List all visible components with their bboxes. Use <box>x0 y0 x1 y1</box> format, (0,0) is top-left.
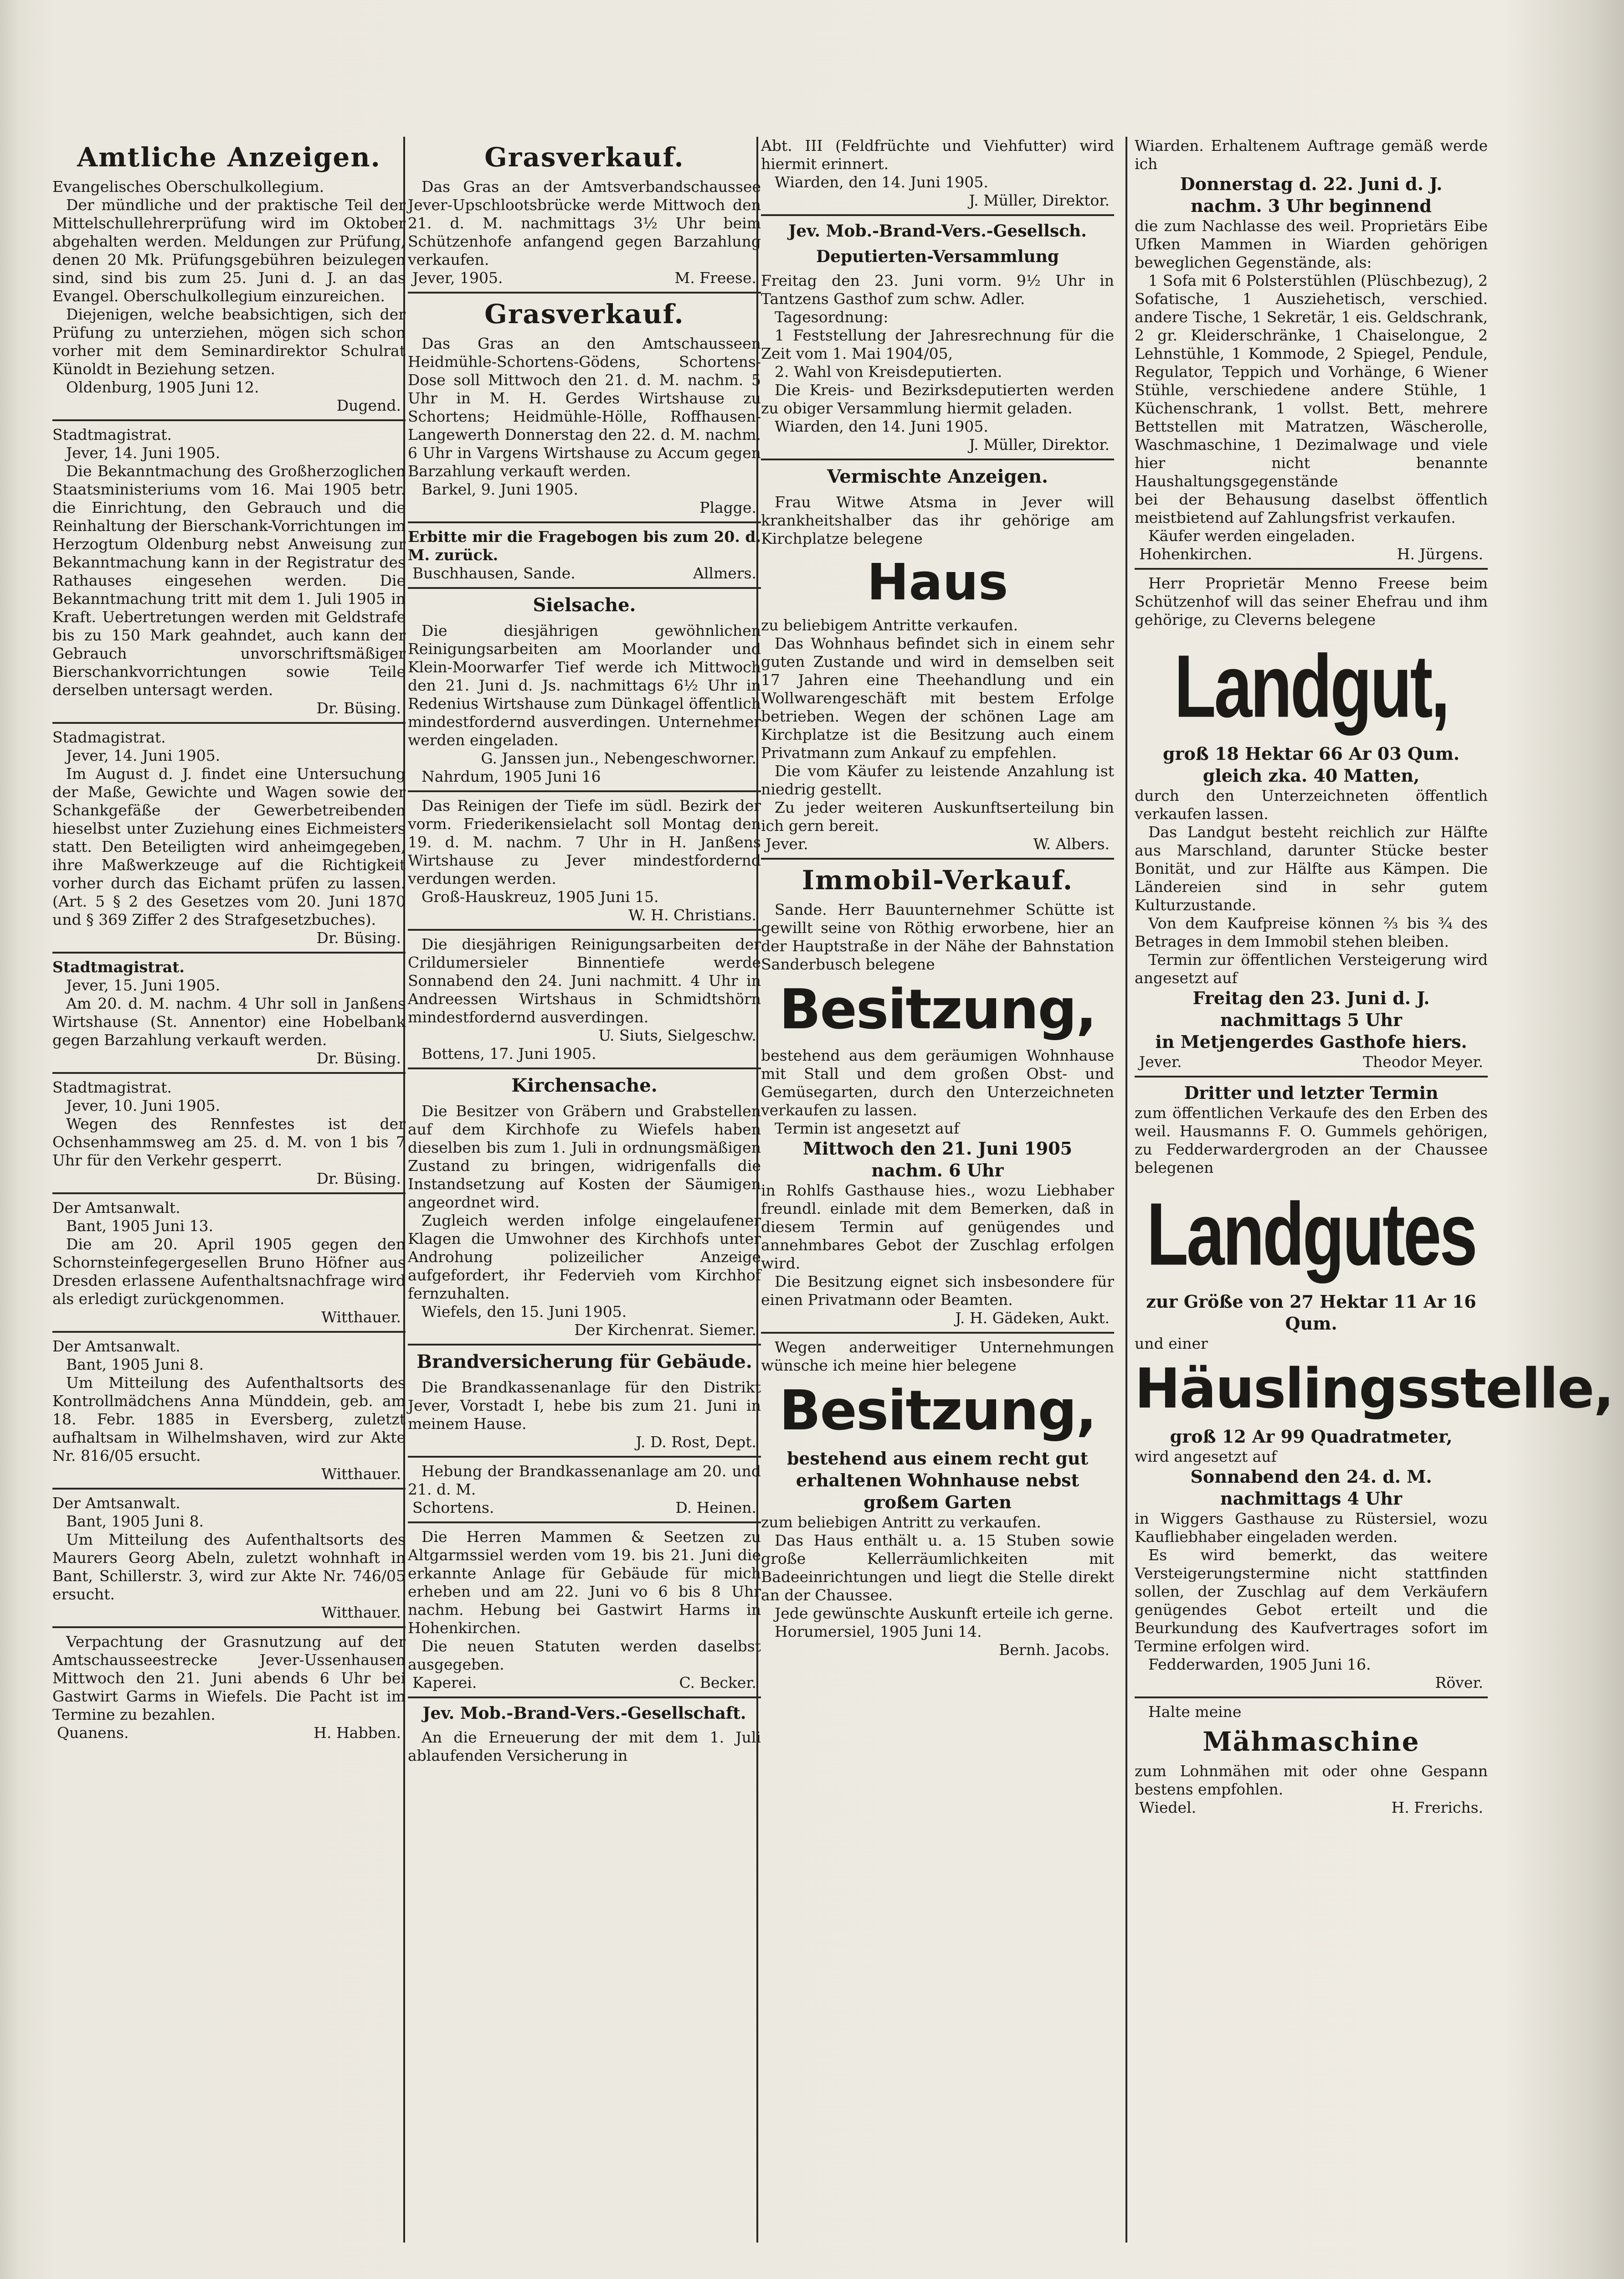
ad-heading: Grasverkauf. <box>484 142 684 173</box>
paragraph: Zugleich werden infolge eingelaufener Klagen die Umwohner des Kirchhofs unter Androhung polizeilicher Anzeige aufgefordert, ihr Federvieh vom Kirchhof fernzuhalten. <box>408 1212 761 1302</box>
paragraph: Um Mitteilung des Aufenthaltsorts des Kontrollmädchens Anna Münddein, geb. am 18. Febr. 1885 in Eversberg, zuletzt aufhaltsam in Wilhelmshaven, wird zur Akte Nr. 816/05 ersucht. <box>52 1374 406 1464</box>
paragraph: Stadtmagistrat. <box>52 426 172 443</box>
signature-line <box>57 1465 401 1483</box>
signature-line <box>412 1674 756 1692</box>
paragraph: Frau Witwe Atsma in Jever will krankheitshalber das ihr gehörige am Kirchplatze belegene <box>761 493 1114 547</box>
signature-name: Witthauer. <box>321 1604 401 1621</box>
separator-rule <box>761 1332 1114 1334</box>
signature-line <box>766 191 1110 210</box>
ad-heading: Landgutes <box>1146 1184 1476 1284</box>
signature-line <box>412 1499 756 1517</box>
paragraph: wird angesetzt auf <box>1135 1448 1277 1465</box>
separator-rule <box>52 722 406 724</box>
separator-rule <box>408 1067 761 1069</box>
signature-line <box>412 906 756 924</box>
signature-name: Bernh. Jacobs. <box>999 1641 1110 1659</box>
column-3 <box>761 137 1114 2261</box>
signature-name: D. Heinen. <box>675 1499 756 1516</box>
emphasis-line: nachm. 3 Uhr beginnend <box>1191 196 1432 216</box>
paragraph: Stadtmagistrat. <box>52 1078 172 1096</box>
signature-line <box>412 1026 756 1045</box>
signature-line <box>412 749 756 768</box>
paragraph: Im August d. J. findet eine Untersuchung der Maße, Gewichte und Wagen sowie der Schankgefäße der Gewerbetreibenden hieselbst unter Zuziehung eines Eichmeisters statt. Den Beteiligten wird anheimgegeben, ihre Maßwerkzeuge auf die Richtigkeit vorher durch das Eichamt prüfen zu lassen. (Art. 5 § 2 des Gesetzes vom 20. Juni 1870 und § 369 Ziffer 2 des Strafgesetzbuches). <box>52 765 406 928</box>
signature-name: Theodor Meyer. <box>1362 1053 1483 1071</box>
signature-name: Dr. Büsing. <box>316 1170 401 1187</box>
paragraph: zum öffentlichen Verkaufe des den Erben des weil. Hausmanns F. O. Gummels gehörigen, zu Fedderwardergroden an der Chaussee belegenen <box>1135 1104 1488 1176</box>
paragraph: Die vom Käufer zu leistende Anzahlung ist niedrig gestellt. <box>761 762 1114 798</box>
signature-name: Witthauer. <box>321 1465 401 1483</box>
paragraph: Erbitte mir die Fragebogen bis zum 20. d. M. zurück. <box>408 528 761 564</box>
paragraph: Die diesjährigen gewöhnlichen Reinigungsarbeiten am Moorlander und Klein-Moorwarfer Tief werde ich Mittwoch den 21. Juni d. Js. nachmittags 6½ Uhr in Redenius Wirtshause zum Dünkagel öffentlich mindestfordernd ausverdingen. Unternehmer werden eingeladen. <box>408 622 761 749</box>
paragraph: Jever, 14. Juni 1905. <box>66 444 221 462</box>
ad-heading: Brandversicherung für Gebäude. <box>416 1351 752 1372</box>
signature-line <box>412 1433 756 1451</box>
paragraph: in Wiggers Gasthause zu Rüstersiel, wozu Kaufliebhaber eingeladen werden. <box>1135 1510 1488 1546</box>
signature-name: G. Janssen jun., Nebengeschworner. <box>481 749 756 767</box>
paragraph: Fedderwarden, 1905 Juni 16. <box>1148 1655 1371 1673</box>
signature-line <box>766 1309 1110 1327</box>
paragraph: Die Herren Mammen & Seetzen zu Altgarmssiel werden vom 19. bis 21. Juni die erkannte Anlage für Gebäude für mich erheben und am 22. Juni vo 6 bis 8 Uhr nachm. Hebung bei Gastwirt Harms in Hohenkirchen. <box>408 1528 761 1637</box>
emphasis-line: groß 12 Ar 99 Quadratmeter, <box>1170 1426 1453 1447</box>
column-4 <box>1135 137 1614 2261</box>
separator-rule <box>408 1696 761 1698</box>
paragraph: durch den Unterzeichneten öffentlich verkaufen lassen. <box>1135 787 1488 823</box>
signature-line <box>57 1170 401 1188</box>
signature-line <box>412 1321 756 1339</box>
paragraph: Nahrdum, 1905 Juni 16 <box>421 768 601 785</box>
paragraph: Freitag den 23. Juni vorm. 9½ Uhr in Tantzens Gasthof zum schw. Adler. <box>761 272 1114 308</box>
ad-heading: Jev. Mob.-Brand-Vers.-Gesellschaft. <box>422 1704 746 1723</box>
signature-line <box>412 269 756 287</box>
paragraph: Stadmagistrat. <box>52 728 166 746</box>
signature-place: Wiedel. <box>1139 1799 1197 1816</box>
ad-heading: Haus <box>867 553 1008 611</box>
emphasis-line: nachmittags 4 Uhr <box>1220 1488 1403 1509</box>
separator-rule <box>408 292 761 294</box>
emphasis-line: Donnerstag d. 22. Juni d. J. <box>1180 174 1443 194</box>
signature-line <box>57 1724 401 1742</box>
paragraph: Wegen anderweitiger Unternehmungen wünsche ich meine hier belegene <box>761 1338 1114 1374</box>
signature-name: J. D. Rost, Dept. <box>636 1433 756 1451</box>
signature-name: U. Siuts, Sielgeschw. <box>598 1026 756 1044</box>
paragraph: Evangelisches Oberschulkollegium. <box>52 178 324 196</box>
paragraph: Jede gewünschte Auskunft erteile ich gerne. <box>775 1604 1114 1622</box>
signature-name: Röver. <box>1435 1674 1483 1691</box>
signature-name: Dr. Büsing. <box>316 699 401 717</box>
signature-line <box>57 699 401 717</box>
signature-place: Quanens. <box>57 1724 129 1742</box>
paragraph: Um Mitteilung des Aufenthaltsorts des Maurers Georg Abeln, zuletzt wohnhaft in Bant, Schillerstr. 3, wird zur Akte Nr. 746/05 ersucht. <box>52 1531 406 1603</box>
paragraph: An die Erneuerung der mit dem 1. Juli ablaufenden Versicherung in <box>408 1728 761 1764</box>
signature-line <box>57 1604 401 1622</box>
paragraph: Die Bekanntmachung des Großherzoglichen Staatsministeriums vom 16. Mai 1905 betr. die Einrichtung, den Gebrauch und die Reinhaltung der Bierschank-Vorrichtungen im Herzogtum Oldenburg nebst Anweisung zur Bekanntmachung kann in der Registratur des Rathauses eingesehen werden. Die Bekanntmachung tritt mit dem 1. Juli 1905 in Kraft. Uebertretungen werden mit Geldstrafe bis zu 150 Mark geahndet, auch kann der Gebrauch unvorschriftsmäßiger Bierschankvorrichtungen sowie Teile derselben untersagt werden. <box>52 462 406 699</box>
separator-rule <box>408 1521 761 1523</box>
emphasis-line: Dritter und letzter Termin <box>1184 1083 1439 1103</box>
paragraph: zum Lohnmähen mit oder ohne Gespann bestens empfohlen. <box>1135 1762 1488 1798</box>
signature-name: M. Freese. <box>674 269 756 287</box>
emphasis-line: zur Größe von 27 Hektar 11 Ar 16 Qum. <box>1146 1291 1476 1334</box>
signature-name: J. Müller, Direktor. <box>969 436 1110 454</box>
ad-heading: Deputierten-Versammlung <box>816 247 1059 266</box>
separator-rule <box>408 521 761 523</box>
signature-name: Der Kirchenrat. Siemer. <box>574 1321 756 1339</box>
signature-name: Dr. Büsing. <box>316 929 401 947</box>
paragraph: Zu jeder weiteren Auskunftserteilung bin ich gern bereit. <box>761 799 1114 835</box>
ad-heading: Sielsache. <box>533 594 636 616</box>
paragraph: Das Gras an den Amtschausseen Heidmühle-Schortens-Gödens, Schortens-Dose soll Mittwoch den 21. d. M. nachm. 5 Uhr in M. H. Gerdes Wirtshause zu Schortens; Heidmühle-Hölle, Roffhausen-Langewerth Donnerstag den 22. d. M. nachm. 6 Uhr in Vargens Wirtshause zu Accum gegen Barzahlung verkauft werden. <box>408 335 761 480</box>
paragraph: Bant, 1905 Juni 8. <box>66 1512 204 1530</box>
separator-rule <box>1135 1076 1488 1078</box>
paragraph: die zum Nachlasse des weil. Proprietärs Eibe Ufken Mammen in Wiarden gehörigen beweglichen Gegenstände, als: <box>1135 217 1488 271</box>
signature-place: Kaperei. <box>412 1674 477 1691</box>
signature-line <box>766 436 1110 454</box>
column-divider <box>1125 137 1127 2243</box>
signature-place: Jever, 1905. <box>412 269 503 287</box>
signature-line <box>1139 1053 1483 1071</box>
paragraph: Die Brandkassenanlage für den Distrikt Jever, Vorstadt I, hebe bis zum 21. Juni in meinem Hause. <box>408 1378 761 1433</box>
separator-rule <box>408 587 761 589</box>
paragraph: Wiefels, den 15. Juni 1905. <box>421 1303 627 1320</box>
paragraph: Jever, 15. Juni 1905. <box>66 976 221 994</box>
signature-line <box>412 564 756 583</box>
signature-line <box>57 929 401 947</box>
signature-line <box>1139 1799 1483 1817</box>
paragraph: Groß-Hauskreuz, 1905 Juni 15. <box>421 888 659 906</box>
paragraph: Die Besitzung eignet sich insbesondere für einen Privatmann oder Beamten. <box>761 1273 1114 1309</box>
ad-heading: Mähmaschine <box>1203 1726 1420 1757</box>
separator-rule <box>52 419 406 421</box>
paragraph: Tagesordnung: <box>775 308 889 326</box>
emphasis-line: nachmittags 5 Uhr <box>1220 1010 1403 1030</box>
separator-rule <box>52 1331 406 1333</box>
signature-line <box>412 499 756 517</box>
paragraph: Wegen des Rennfestes ist der Ochsenhammsweg am 25. d. M. von 1 bis 7 Uhr für den Verkehr gesperrt. <box>52 1115 406 1169</box>
paragraph: Barkel, 9. Juni 1905. <box>421 480 578 498</box>
signature-place: Schortens. <box>412 1499 494 1516</box>
signature-name: Dr. Büsing. <box>316 1049 401 1067</box>
paragraph: Die neuen Statuten werden daselbst ausgegeben. <box>408 1637 761 1673</box>
emphasis-line: in Metjengerdes Gasthofe hiers. <box>1155 1031 1467 1052</box>
ad-heading: Amtliche Anzeigen. <box>77 142 381 173</box>
paragraph: zum beliebigen Antritt zu verkaufen. <box>761 1513 1041 1531</box>
paragraph: Bant, 1905 Juni 8. <box>66 1356 204 1373</box>
paragraph: Das Landgut besteht reichlich zur Hälfte aus Marschland, darunter Stücke bester Bonität, und zur Hälfte aus Kämpen. Die Ländereien sind in sehr gutem Kulturzustande. <box>1135 823 1488 914</box>
paragraph: Bant, 1905 Juni 13. <box>66 1217 214 1235</box>
paragraph: 1 Feststellung der Jahresrechnung für die Zeit vom 1. Mai 1904/05, <box>761 326 1114 362</box>
column-2 <box>408 137 761 2261</box>
signature-line <box>766 835 1110 853</box>
separator-rule <box>761 214 1114 216</box>
paragraph: Die Kreis- und Bezirksdeputierten werden zu obiger Versammlung hiermit geladen. <box>761 381 1114 417</box>
signature-line <box>766 1641 1110 1659</box>
paragraph: Verpachtung der Grasnutzung auf der Amtschausseestrecke Jever-Ussenhausen Mittwoch den 21. Juni abends 6 Uhr bei Gastwirt Garms in Wiefels. Die Pacht ist im Termine zu bezahlen. <box>52 1633 406 1723</box>
signature-place: Jever. <box>1139 1053 1182 1071</box>
paragraph: bei der Behausung daselbst öffentlich meistbietend auf Zahlungsfrist verkaufen. <box>1135 490 1488 526</box>
signature-name: Dugend. <box>336 397 401 414</box>
signature-place: Hohenkirchen. <box>1139 545 1253 563</box>
emphasis-line: Mittwoch den 21. Juni 1905 <box>802 1138 1073 1159</box>
paragraph: Wiarden, den 14. Juni 1905. <box>775 418 988 435</box>
paragraph: Die diesjährigen Reinigungsarbeiten der Crildumersieler Binnentiefe werde Sonnabend den 24. Juni nachmitt. 4 Uhr in Andreessen Wirtshaus in Schmidtshörn mindestfordernd ausverdingen. <box>408 935 761 1026</box>
emphasis-line: Freitag den 23. Juni d. J. <box>1192 988 1430 1008</box>
emphasis-line: bestehend aus einem recht gut erhaltenen Wohnhause nebst großem Garten <box>786 1448 1089 1512</box>
paragraph: Diejenigen, welche beabsichtigen, sich der Prüfung zu unterziehen, mögen sich schon vorher mit dem Seminardirektor Schulrat Künoldt in Beziehung setzen. <box>52 305 406 378</box>
paragraph: Hebung der Brandkassenanlage am 20. und 21. d. M. <box>408 1462 761 1498</box>
paragraph: in Rohlfs Gasthause hies., wozu Liebhaber freundl. einlade mit dem Bemerken, daß in diesem Termin auf genügendes und annehmbares Gebot der Zuschlag erfolgen wird. <box>761 1181 1114 1272</box>
paragraph: 2. Wahl von Kreisdeputierten. <box>775 363 1002 381</box>
paragraph: Der Amtsanwalt. <box>52 1337 180 1355</box>
emphasis-line: groß 18 Hektar 66 Ar 03 Qum. gleich zka. 40 Matten, <box>1162 743 1460 786</box>
ad-heading: Jev. Mob.-Brand-Vers.-Gesellsch. <box>788 222 1087 241</box>
paragraph: Wiarden, den 14. Juni 1905. <box>775 173 988 191</box>
signature-line <box>1139 545 1483 563</box>
paragraph: Es wird bemerkt, das weitere Versteigerungstermine nicht stattfinden sollen, der Zuschlag auf dem Verkäufern genügendes Gebot erteilt und die Beurkundung des Kaufvertrages sofort im Termine erfolgen wird. <box>1135 1546 1488 1655</box>
paragraph: Der mündliche und der praktische Teil der Mittelschullehrerprüfung wird im Oktober abgehalten werden. Meldungen zur Prüfung, denen 20 Mk. Prüfungsgebühren beizulegen sind, sind bis zum 25. Juni d. J. an das Evangel. Oberschulkollegium einzureichen. <box>52 196 406 305</box>
separator-rule <box>52 952 406 954</box>
signature-place: Buschhausen, Sande. <box>412 564 576 582</box>
separator-rule <box>1135 1696 1488 1698</box>
paragraph: Horumersiel, 1905 Juni 14. <box>775 1623 982 1640</box>
column-1 <box>52 137 406 2261</box>
separator-rule <box>761 858 1114 860</box>
separator-rule <box>408 1344 761 1346</box>
paragraph: Bottens, 17. Juni 1905. <box>421 1045 596 1062</box>
paragraph: Das Haus enthält u. a. 15 Stuben sowie große Kellerräumlichkeiten mit Badeeinrichtungen und liegt die Stelle direkt an der Chaussee. <box>761 1531 1114 1604</box>
signature-name: H. Jürgens. <box>1397 545 1483 563</box>
paragraph: Das Reinigen der Tiefe im südl. Bezirk der vorm. Friederikensielacht soll Montag den 19. d. M. nachm. 7 Uhr in H. Janßens Wirtshause zu Jever mindestfordernd verdungen werden. <box>408 797 761 887</box>
signature-name: C. Becker. <box>679 1674 756 1691</box>
ad-heading: Landgut, <box>1174 636 1449 736</box>
separator-rule <box>408 790 761 792</box>
ad-heading: Grasverkauf. <box>484 299 684 330</box>
signature-name: H. Frerichs. <box>1391 1799 1483 1816</box>
paragraph: Der Amtsanwalt. <box>52 1494 180 1512</box>
paragraph: Das Wohnhaus befindet sich in einem sehr guten Zustande und wird in demselben seit 17 Jahren eine Theehandlung und ein Wollwarengeschäft mit bestem Erfolge betrieben. Wegen der schönen Lage am Kirchplatze ist die Besitzung auch einem Privatmann zum Ankauf zu empfehlen. <box>761 634 1114 762</box>
ad-heading: Vermischte Anzeigen. <box>827 466 1048 487</box>
separator-rule <box>52 1488 406 1490</box>
signature-line <box>57 1049 401 1067</box>
paragraph: 1 Sofa mit 6 Polsterstühlen (Plüschbezug), 2 Sofatische, 1 Ausziehetisch, verschied. andere Tische, 1 Sekretär, 1 eis. Geldschrank, 2 gr. Kleiderschränke, 1 Chaiselongue, 2 Lehnstühle, 1 Kommode, 2 Spiegel, Pendule, Regulator, Teppich und Vorhänge, 6 Wiener Stühle, verschiedene andere Stühle, 1 Küchenschrank, 1 vollst. Bett, mehrere Bettstellen mit Matratzen, Wäscherolle, Waschmaschine, 1 Dezimalwage und viele hier nicht benannte Haushaltungsgegenstände <box>1135 272 1488 490</box>
signature-place: Jever. <box>766 835 808 853</box>
separator-rule <box>408 929 761 931</box>
separator-rule <box>52 1626 406 1628</box>
paragraph: Jever, 14. Juni 1905. <box>66 747 221 764</box>
separator-rule <box>52 1072 406 1074</box>
separator-rule <box>1135 568 1488 570</box>
paragraph: Die am 20. April 1905 gegen den Schornsteinfegergesellen Bruno Höfner aus Dresden erlassene Aufenthaltsnachfrage wird als erledigt zurückgenommen. <box>52 1235 406 1308</box>
paragraph: Termin ist angesetzt auf <box>775 1119 960 1137</box>
signature-name: J. Müller, Direktor. <box>969 191 1110 209</box>
paragraph: Abt. III (Feldfrüchte und Viehfutter) wird hiermit erinnert. <box>761 137 1114 173</box>
signature-line <box>57 397 401 415</box>
separator-rule <box>52 1192 406 1194</box>
paragraph: Stadtmagistrat. <box>52 958 185 976</box>
emphasis-line: Sonnabend den 24. d. M. <box>1190 1466 1432 1487</box>
separator-rule <box>761 459 1114 460</box>
signature-line <box>1139 1674 1483 1692</box>
paragraph: und einer <box>1135 1335 1208 1352</box>
ad-heading: Besitzung, <box>779 978 1096 1042</box>
signature-name: Plagge. <box>699 499 756 516</box>
paragraph: Termin zur öffentlichen Versteigerung wird angesetzt auf <box>1135 951 1488 987</box>
ad-heading: Kirchensache. <box>511 1075 658 1096</box>
separator-rule <box>408 1456 761 1458</box>
signature-name: Witthauer. <box>321 1308 401 1326</box>
signature-line <box>57 1308 401 1326</box>
paragraph: Am 20. d. M. nachm. 4 Uhr soll in Janßens Wirtshause (St. Annentor) eine Hobelbank gegen Barzahlung verkauft werden. <box>52 995 406 1049</box>
paragraph: Der Amtsanwalt. <box>52 1199 180 1217</box>
ad-heading: Besitzung, <box>779 1379 1096 1443</box>
signature-name: J. H. Gädeken, Aukt. <box>955 1309 1110 1327</box>
paragraph: Käufer werden eingeladen. <box>1148 527 1356 545</box>
signature-name: W. H. Christians. <box>628 906 756 924</box>
emphasis-line: nachm. 6 Uhr <box>871 1160 1004 1181</box>
ad-heading: Häuslingsstelle, <box>1135 1357 1614 1421</box>
ad-heading: Immobil-Verkauf. <box>802 865 1074 896</box>
paragraph: bestehend aus dem geräumigen Wohnhause mit Stall und dem großen Obst- und Gemüsegarten, durch den Unterzeichneten verkaufen zu lassen. <box>761 1047 1114 1119</box>
paragraph: Wiarden. Erhaltenem Auftrage gemäß werde ich <box>1135 137 1488 173</box>
paragraph: Sande. Herr Bauunternehmer Schütte ist gewillt seine von Röthig erworbene, hier an der Hauptstraße in der Nähe der Bahnstation Sanderbusch belegene <box>761 901 1114 973</box>
signature-name: Allmers. <box>693 564 756 582</box>
paragraph: Von dem Kaufpreise können ⅔ bis ¾ des Betrages in dem Immobil stehen bleiben. <box>1135 914 1488 950</box>
paragraph: Halte meine <box>1148 1703 1242 1721</box>
paragraph: Oldenburg, 1905 Juni 12. <box>66 378 259 396</box>
paragraph: Jever, 10. Juni 1905. <box>66 1097 221 1114</box>
signature-name: W. Albers. <box>1033 835 1110 853</box>
paragraph: zu beliebigem Antritte verkaufen. <box>761 616 1018 634</box>
paragraph: Die Besitzer von Gräbern und Grabstellen auf dem Kirchhofe zu Wiefels haben dieselben bis zum 1. Juli in ordnungsmäßigen Zustand zu bringen, widrigenfalls die Instandsetzung auf Kosten der Säumigen angeordnet wird. <box>408 1102 761 1211</box>
paragraph: Herr Proprietär Menno Freese beim Schützenhof will das seiner Ehefrau und ihm gehörige, zu Cleverns belegene <box>1135 574 1488 629</box>
signature-name: H. Habben. <box>313 1724 401 1742</box>
paragraph: Das Gras an der Amtsverbandschaussee Jever-Upschlootsbrücke werde Mittwoch den 21. d. M. nachmittags 3½ Uhr beim Schützenhofe anfangend gegen Barzahlung verkaufen. <box>408 178 761 268</box>
